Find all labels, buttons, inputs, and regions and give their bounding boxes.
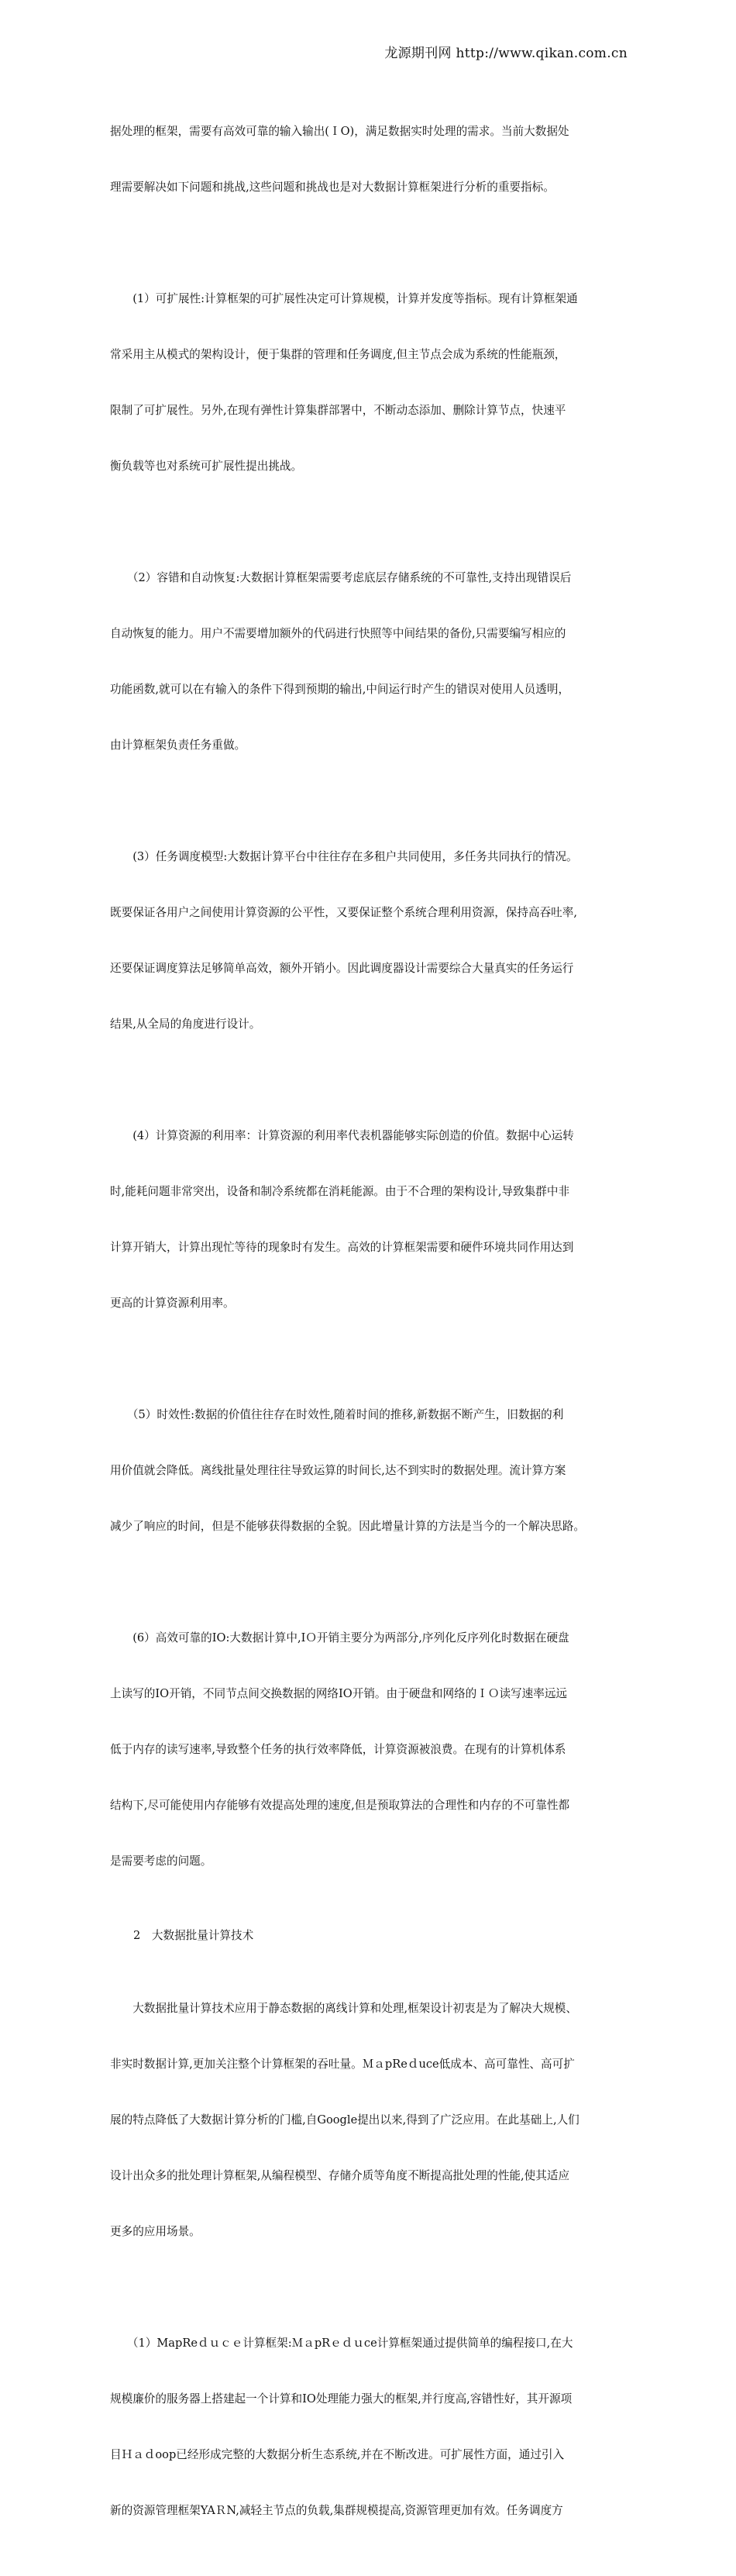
- text-line: 展的特点降低了大数据计算分析的门槛,自Google提出以来,得到了广泛应用。在此基础上,人们: [110, 2113, 580, 2127]
- paragraph-io: [110, 1592, 634, 1908]
- text-line: （2）容错和自动恢复:大数据计算框架需要考虑底层存储系统的不可靠性,支持出现错误后: [110, 571, 572, 584]
- paragraph-batch-intro: [110, 1962, 634, 2278]
- text-line: 设计出众多的批处理计算框架,从编程模型、存储介质等角度不断提高批处理的性能,使其适应: [110, 2169, 570, 2182]
- paragraph-scalability: [110, 253, 634, 513]
- text-line: 衡负载等也对系统可扩展性提出挑战。: [110, 460, 303, 473]
- site-header: [384, 42, 628, 61]
- text-line: 上读写的IO开销，不同节点间交换数据的网络IO开销。由于硬盘和网络的ＩＯ读写速率远远: [110, 1687, 568, 1700]
- text-line: 理需要解决如下问题和挑战,这些问题和挑战也是对大数据计算框架进行分析的重要指标。: [110, 181, 555, 194]
- text-line: 更高的计算资源利用率。: [110, 1297, 235, 1310]
- text-line: 是需要考虑的问题。: [110, 1855, 212, 1868]
- text-line: 目Ｈａｄoop已经形成完整的大数据分析生态系统,并在不断改进。可扩展性方面，通过引入: [110, 2448, 565, 2461]
- text-line: (6）高效可靠的IO:大数据计算中,IＯ开销主要分为两部分,序列化反序列化时数据在硬盘: [110, 1631, 569, 1644]
- paragraph-intro: [110, 85, 634, 234]
- text-line: 减少了响应的时间，但是不能够获得数据的全貌。因此增量计算的方法是当今的一个解决思路。: [110, 1520, 585, 1533]
- paragraph-mapreduce: [110, 2297, 634, 2557]
- text-line: 限制了可扩展性。另外,在现有弹性计算集群部署中，不断动态添加、删除计算节点，快速平: [110, 404, 566, 417]
- text-line: 还要保证调度算法足够简单高效，额外开销小。因此调度器设计需要综合大量真实的任务运行: [110, 962, 574, 975]
- text-line: 计算开销大，计算出现忙等待的现象时有发生。高效的计算框架需要和硬件环境共同作用达到: [110, 1241, 574, 1254]
- text-line: 时,能耗问题非常突出，设备和制冷系统都在消耗能源。由于不合理的架构设计,导致集群中非: [110, 1185, 570, 1198]
- text-line: 更多的应用场景。: [110, 2225, 201, 2238]
- text-line: (1）可扩展性:计算框架的可扩展性决定可计算规模，计算并发度等指标。现有计算框架通: [110, 292, 578, 305]
- text-line: （1）MapReｄｕｃｅ计算框架:ＭａpRｅｄｕce计算框架通过提供简单的编程接口,在大: [110, 2337, 573, 2350]
- text-line: 由计算框架负责任务重做。: [110, 739, 246, 752]
- section-heading: 2 大数据批量计算技术: [133, 1929, 254, 1942]
- paragraph-fault-tolerance: [110, 532, 634, 792]
- text-line: 低于内存的读写速率,导致整个任务的执行效率降低，计算资源被浪费。在现有的计算机体系: [110, 1743, 566, 1756]
- text-line: 结果,从全局的角度进行设计。: [110, 1018, 261, 1031]
- text-line: 用价值就会降低。离线批量处理往往导致运算的时间长,达不到实时的数据处理。流计算方案: [110, 1464, 566, 1477]
- text-line: 据处理的框架，需要有高效可靠的输入输出(ＩO)，满足数据实时处理的需求。当前大数据处: [110, 125, 569, 138]
- text-line: 既要保证各用户之间使用计算资源的公平性，又要保证整个系统合理利用资源，保持高吞吐率,: [110, 906, 577, 919]
- document-body: [110, 85, 634, 2576]
- paragraph-scheduling: [110, 811, 634, 1071]
- text-line: (4）计算资源的利用率：计算资源的利用率代表机器能够实际创造的价值。数据中心运转: [110, 1129, 574, 1142]
- text-line: 规模廉价的服务器上搭建起一个计算和IO处理能力强大的框架,并行度高,容错性好，其开源项: [110, 2392, 573, 2406]
- text-line: 功能函数,就可以在有输入的条件下得到预期的输出,中间运行时产生的错误对使用人员透明，: [110, 683, 570, 696]
- text-line: （5）时效性:数据的价值往往存在时效性,随着时间的推移,新数据不断产生，旧数据的利: [110, 1408, 564, 1421]
- text-line: 新的资源管理框架YAＲN,减轻主节点的负载,集群规模提高,资源管理更加有效。任务调度方: [110, 2504, 563, 2517]
- paragraph-resource-utilization: [110, 1090, 634, 1350]
- text-line: 大数据批量计算技术应用于静态数据的离线计算和处理,框架设计初衷是为了解决大规模、: [110, 2002, 577, 2015]
- text-line: (3）任务调度模型:大数据计算平台中往往存在多租户共同使用，多任务共同执行的情况。: [110, 850, 578, 863]
- paragraph-timeliness: [110, 1369, 634, 1573]
- text-line: 结构下,尽可能使用内存能够有效提高处理的速度,但是预取算法的合理性和内存的不可靠性都: [110, 1799, 570, 1812]
- site-header-text: 龙源期刊网 http://www.qikan.com.cn: [384, 46, 628, 61]
- text-line: 非实时数据计算,更加关注整个计算框架的吞吐量。ＭａpReｄuce低成本、高可靠性、高可扩: [110, 2058, 575, 2071]
- text-line: 常采用主从模式的架构设计，便于集群的管理和任务调度,但主节点会成为系统的性能瓶颈，: [110, 348, 566, 361]
- text-line: 自动恢复的能力。用户不需要增加额外的代码进行快照等中间结果的备份,只需要编写相应的: [110, 627, 566, 640]
